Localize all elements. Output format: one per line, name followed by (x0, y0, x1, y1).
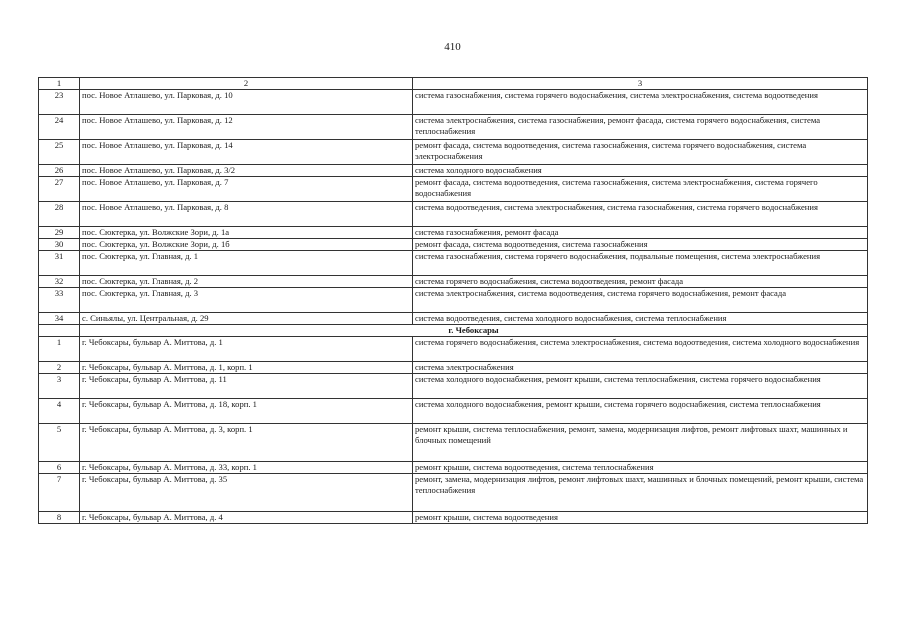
row-works: ремонт крыши, система водоотведения, система теплоснабжения (413, 462, 868, 474)
row-number: 28 (39, 202, 80, 227)
row-address: пос. Новое Атлашево, ул. Парковая, д. 10 (80, 90, 413, 115)
table-row (39, 313, 868, 325)
row-number: 30 (39, 239, 80, 251)
row-address: пос. Сюктерка, ул. Главная, д. 3 (80, 288, 413, 313)
row-works: система холодного водоснабжения, ремонт крыши, система горячего водоснабжения, система теплоснабжения (413, 399, 868, 424)
row-number: 24 (39, 115, 80, 140)
table-row (39, 227, 868, 239)
row-works: система электроснабжения (413, 362, 868, 374)
row-address: г. Чебоксары, бульвар А. Миттова, д. 3, корп. 1 (80, 424, 413, 462)
row-address: с. Синьялы, ул. Центральная, д. 29 (80, 313, 413, 325)
row-address: г. Чебоксары, бульвар А. Миттова, д. 35 (80, 474, 413, 512)
table-row (39, 399, 868, 424)
address-table (38, 77, 868, 524)
row-address: г. Чебоксары, бульвар А. Миттова, д. 1, корп. 1 (80, 362, 413, 374)
row-works: система горячего водоснабжения, система электроснабжения, система водоотведения, система холодного водоснабжения (413, 337, 868, 362)
row-address: пос. Новое Атлашево, ул. Парковая, д. 7 (80, 177, 413, 202)
row-address: пос. Новое Атлашево, ул. Парковая, д. 14 (80, 140, 413, 165)
row-number: 5 (39, 424, 80, 462)
section-blank-cell (39, 325, 80, 337)
row-address: пос. Новое Атлашево, ул. Парковая, д. 12 (80, 115, 413, 140)
table-row (39, 288, 868, 313)
row-number: 32 (39, 276, 80, 288)
row-address: г. Чебоксары, бульвар А. Миттова, д. 33, корп. 1 (80, 462, 413, 474)
row-number: 7 (39, 474, 80, 512)
row-works: система холодного водоснабжения, ремонт крыши, система теплоснабжения, система горячего водоснабжения (413, 374, 868, 399)
table-row (39, 177, 868, 202)
row-number: 33 (39, 288, 80, 313)
row-number: 31 (39, 251, 80, 276)
row-works: система электроснабжения, система газоснабжения, ремонт фасада, система горячего водоснабжения, система теплоснабжения (413, 115, 868, 140)
table-header-row (39, 78, 868, 90)
row-address: пос. Сюктерка, ул. Волжские Зори, д. 1б (80, 239, 413, 251)
row-address: г. Чебоксары, бульвар А. Миттова, д. 1 (80, 337, 413, 362)
row-number: 4 (39, 399, 80, 424)
row-address: г. Чебоксары, бульвар А. Миттова, д. 4 (80, 512, 413, 524)
header-col-1: 1 (39, 78, 80, 90)
table-row (39, 165, 868, 177)
table-row (39, 251, 868, 276)
table-row (39, 512, 868, 524)
row-works: ремонт фасада, система водоотведения, система газоснабжения, система электроснабжения, система горячего водоснабжения (413, 177, 868, 202)
section-heading-row (39, 325, 868, 337)
row-works: система водоотведения, система электроснабжения, система газоснабжения, система горячего водоснабжения (413, 202, 868, 227)
row-works: ремонт фасада, система водоотведения, система газоснабжения (413, 239, 868, 251)
row-number: 27 (39, 177, 80, 202)
row-address: пос. Сюктерка, ул. Волжские Зори, д. 1а (80, 227, 413, 239)
row-address: пос. Новое Атлашево, ул. Парковая, д. 3/2 (80, 165, 413, 177)
table-row (39, 374, 868, 399)
row-number: 3 (39, 374, 80, 399)
row-address: пос. Сюктерка, ул. Главная, д. 2 (80, 276, 413, 288)
table-row (39, 474, 868, 512)
table-row (39, 424, 868, 462)
row-number: 29 (39, 227, 80, 239)
row-works: система газоснабжения, ремонт фасада (413, 227, 868, 239)
row-number: 8 (39, 512, 80, 524)
table-row (39, 337, 868, 362)
row-number: 6 (39, 462, 80, 474)
section-title: г. Чебоксары (80, 325, 868, 337)
row-number: 2 (39, 362, 80, 374)
row-works: система газоснабжения, система горячего водоснабжения, система электроснабжения, система водоотведения (413, 90, 868, 115)
table-row (39, 140, 868, 165)
table-row (39, 202, 868, 227)
table-row (39, 462, 868, 474)
row-number: 23 (39, 90, 80, 115)
row-address: г. Чебоксары, бульвар А. Миттова, д. 11 (80, 374, 413, 399)
table-row (39, 362, 868, 374)
row-works: ремонт фасада, система водоотведения, система газоснабжения, система горячего водоснабжения, система электроснабжения (413, 140, 868, 165)
table-row (39, 239, 868, 251)
row-works: система газоснабжения, система горячего водоснабжения, подвальные помещения, система электроснабжения (413, 251, 868, 276)
table-row (39, 115, 868, 140)
table-row (39, 90, 868, 115)
header-col-2: 2 (80, 78, 413, 90)
row-works: ремонт крыши, система теплоснабжения, ремонт, замена, модернизация лифтов, ремонт лифтовых шахт, машинных и блочных помещений (413, 424, 868, 462)
row-number: 34 (39, 313, 80, 325)
row-works: ремонт крыши, система водоотведения (413, 512, 868, 524)
row-number: 26 (39, 165, 80, 177)
row-works: система электроснабжения, система водоотведения, система горячего водоснабжения, ремонт фасада (413, 288, 868, 313)
table-body (39, 78, 868, 524)
row-number: 25 (39, 140, 80, 165)
row-works: система водоотведения, система холодного водоснабжения, система теплоснабжения (413, 313, 868, 325)
row-address: пос. Новое Атлашево, ул. Парковая, д. 8 (80, 202, 413, 227)
row-works: ремонт, замена, модернизация лифтов, ремонт лифтовых шахт, машинных и блочных помещений, ремонт крыши, система теплоснабжения (413, 474, 868, 512)
page-number: 410 (444, 41, 461, 53)
row-address: пос. Сюктерка, ул. Главная, д. 1 (80, 251, 413, 276)
row-address: г. Чебоксары, бульвар А. Миттова, д. 18, корп. 1 (80, 399, 413, 424)
row-works: система холодного водоснабжения (413, 165, 868, 177)
header-col-3: 3 (413, 78, 868, 90)
table-row (39, 276, 868, 288)
row-number: 1 (39, 337, 80, 362)
row-works: система горячего водоснабжения, система водоотведения, ремонт фасада (413, 276, 868, 288)
